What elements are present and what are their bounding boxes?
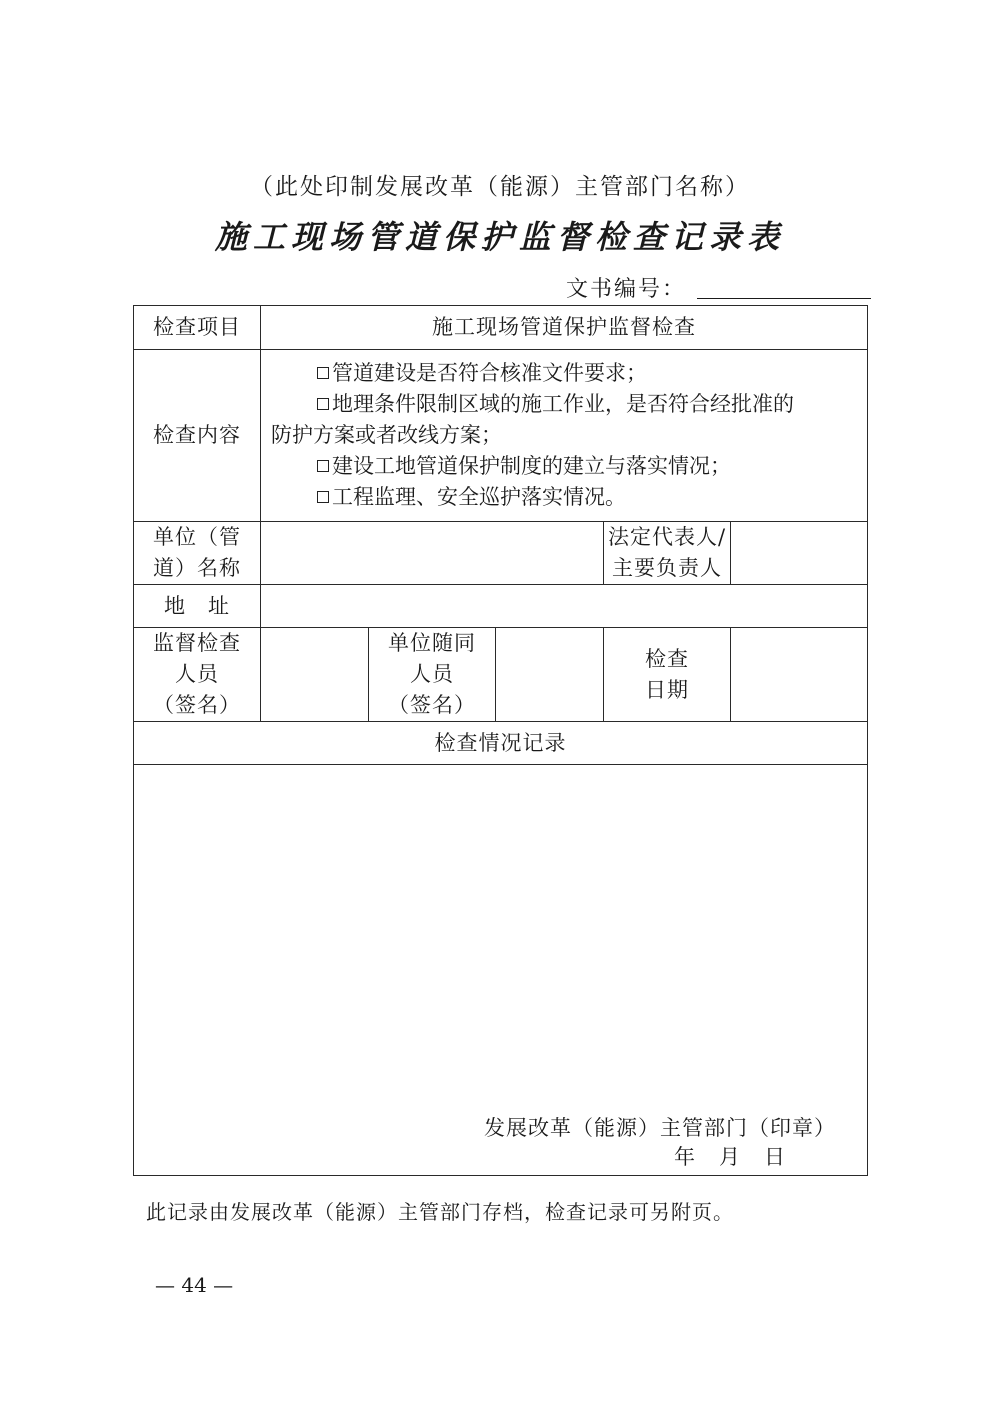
record-area[interactable] [134, 765, 868, 1176]
content-item: 建设工地管道保护制度的建立与落实情况； [271, 451, 859, 482]
address-field[interactable] [261, 585, 868, 628]
legal-rep-field[interactable] [731, 522, 868, 585]
accompany-signature-field[interactable] [496, 628, 604, 722]
checkbox-icon[interactable] [317, 367, 329, 379]
content-item: 地理条件限制区域的施工作业，是否符合经批准的 [271, 389, 859, 420]
doc-number-field[interactable] [697, 298, 871, 299]
seal-text: 发展改革（能源）主管部门（印章） [484, 1116, 836, 1140]
footnote: 此记录由发展改革（能源）主管部门存档，检查记录可另附页。 [146, 1200, 734, 1224]
content-label: 检查内容 [134, 350, 261, 522]
inspection-date-label: 检查 日期 [604, 628, 731, 722]
checkbox-icon[interactable] [317, 491, 329, 503]
legal-rep-label: 法定代表人/ 主要负责人 [604, 522, 731, 585]
record-label: 检查情况记录 [134, 722, 868, 765]
doc-number-label: 文书编号： [566, 277, 687, 302]
record-date: 年 月 日 [674, 1145, 785, 1169]
page-number: — 44 — [155, 1273, 234, 1297]
issuing-department-header: （此处印制发展改革（能源）主管部门名称） [250, 174, 750, 200]
unit-name-field[interactable] [261, 522, 604, 585]
item-value: 施工现场管道保护监督检查 [261, 306, 868, 350]
address-label: 地 址 [134, 585, 261, 628]
form-title: 施工现场管道保护监督检查记录表 [214, 218, 785, 256]
inspection-form-table [133, 305, 868, 1176]
accompany-label: 单位随同 人员 （签名） [369, 628, 496, 722]
content-list [261, 350, 868, 522]
checkbox-icon[interactable] [317, 460, 329, 472]
inspection-date-field[interactable] [731, 628, 868, 722]
inspector-label: 监督检查 人员 （签名） [134, 628, 261, 722]
content-item: 工程监理、安全巡护落实情况。 [271, 482, 859, 513]
checkbox-icon[interactable] [317, 398, 329, 410]
content-item-continuation: 防护方案或者改线方案； [271, 423, 502, 447]
unit-name-label: 单位（管 道）名称 [134, 522, 261, 585]
item-label: 检查项目 [134, 306, 261, 350]
content-item: 管道建设是否符合核准文件要求； [271, 358, 859, 389]
inspector-signature-field[interactable] [261, 628, 369, 722]
